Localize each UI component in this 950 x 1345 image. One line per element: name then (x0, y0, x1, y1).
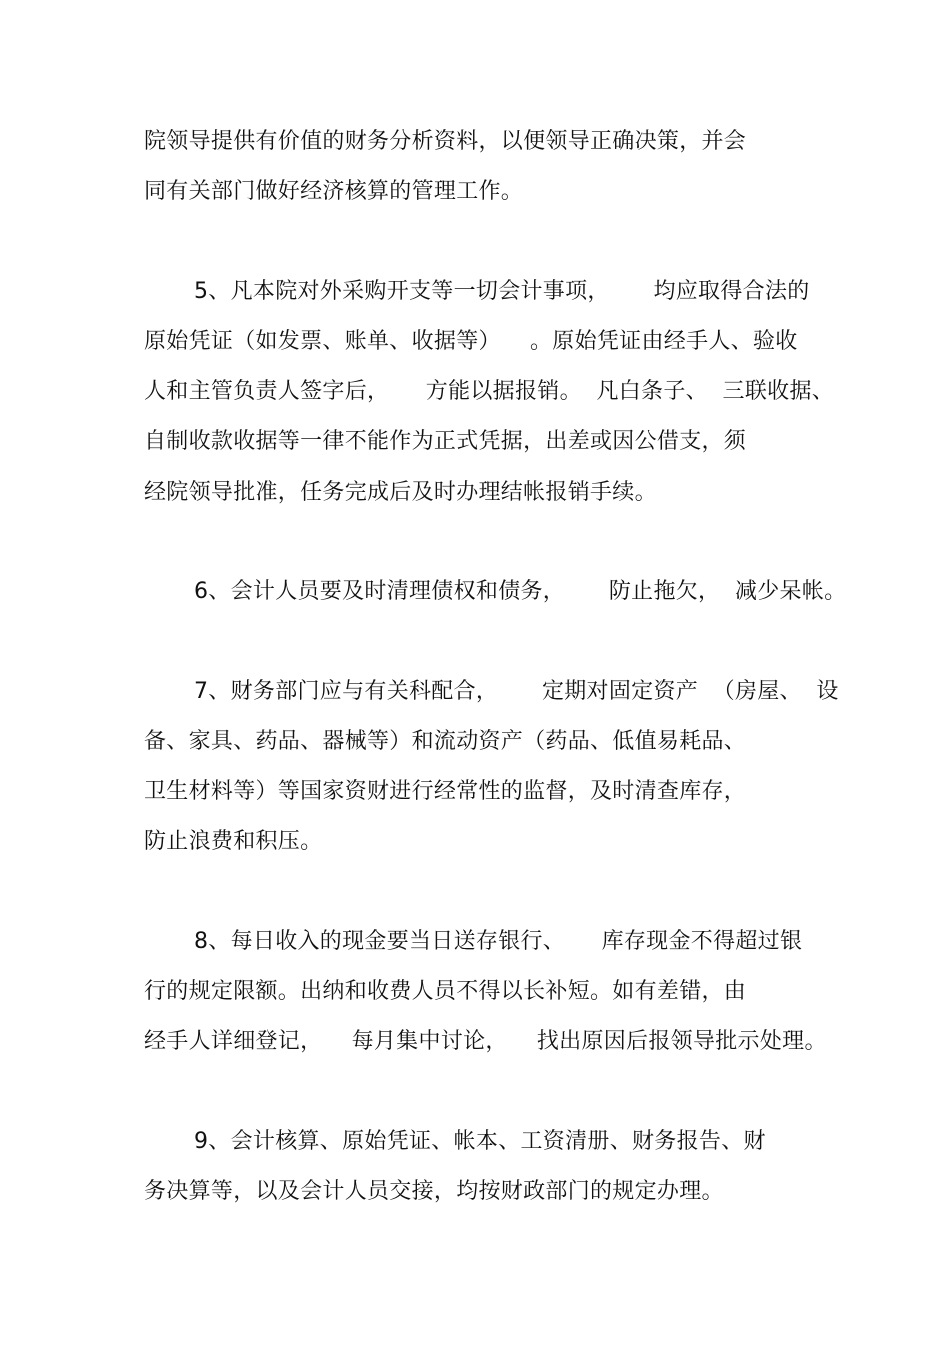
text-line: 原始凭证（如发票、账单、收据等） 。原始凭证由经手人、验收 (144, 329, 798, 354)
paragraph-8-line: 8、每日收入的现金要当日送存银行、 库存现金不得超过银 (194, 929, 803, 954)
paragraph-7-line: 7、财务部门应与有关科配合， 定期对固定资产 （房屋、 设 (194, 679, 839, 704)
text-line: 同有关部门做好经济核算的管理工作。 (144, 179, 524, 204)
text-line: 经院领导批准，任务完成后及时办理结帐报销手续。 (144, 480, 657, 505)
text-line: 人和主管负责人签字后， 方能以据报销。 凡白条子、 三联收据、 (144, 379, 835, 404)
text-line: 行的规定限额。出纳和收费人员不得以长补短。如有差错，由 (144, 979, 747, 1004)
text-line: 务决算等，以及会计人员交接，均按财政部门的规定办理。 (144, 1179, 724, 1204)
paragraph-6-line: 6、会计人员要及时清理债权和债务， 防止拖欠， 减少呆帐。 (194, 579, 847, 604)
text-line: 卫生材料等）等国家资财进行经常性的监督，及时清查库存， (144, 779, 747, 804)
text-line: 自制收款收据等一律不能作为正式凭据，出差或因公借支，须 (144, 429, 747, 454)
paragraph-9-line: 9、会计核算、原始凭证、帐本、工资清册、财务报告、财 (194, 1129, 766, 1154)
paragraph-5-line: 5、凡本院对外采购开支等一切会计事项， 均应取得合法的 (194, 279, 810, 304)
text-line: 院领导提供有价值的财务分析资料，以便领导正确决策，并会 (144, 129, 747, 154)
text-line: 防止浪费和积压。 (144, 829, 323, 854)
text-line: 经手人详细登记， 每月集中讨论， 找出原因后报领导批示处理。 (144, 1029, 827, 1054)
text-line: 备、家具、药品、器械等）和流动资产（药品、低值易耗品、 (144, 729, 747, 754)
